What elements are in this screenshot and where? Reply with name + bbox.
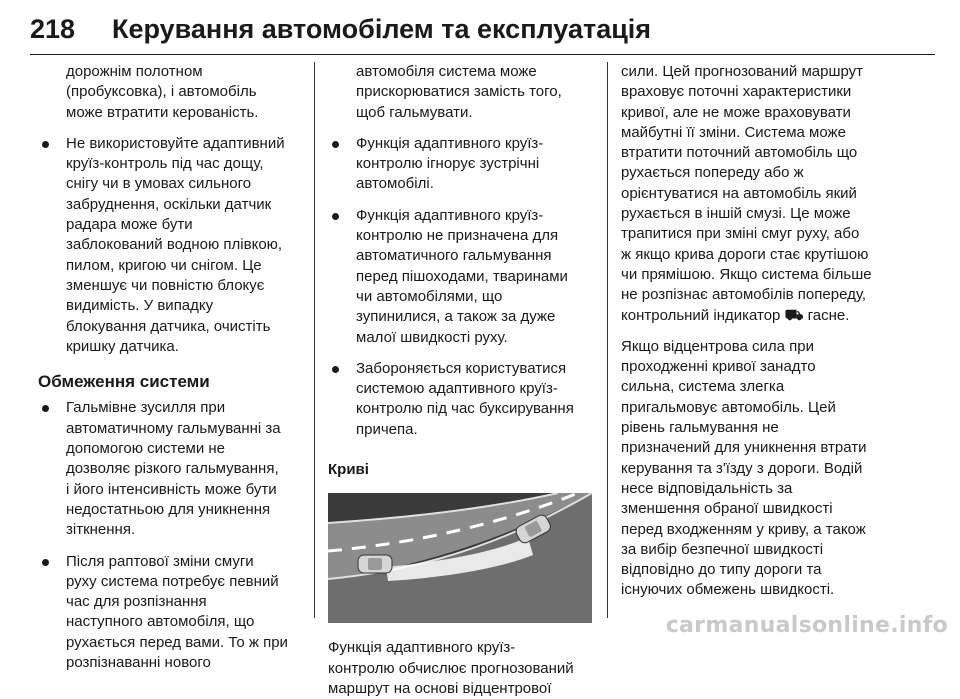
bullet-item [328, 359, 590, 440]
text-line: недостатньою для уникнення [66, 500, 271, 518]
column-2 [328, 62, 590, 699]
text-line: пригальмовує автомобіль. Цей [621, 398, 836, 416]
text-line: не розпізнає автомобілів попереду, [621, 286, 866, 304]
text-line: радара може бути [66, 216, 193, 234]
text-line: за вибір безпечної швидкості [621, 540, 824, 558]
text-line: автоматичного гальмування [356, 247, 552, 265]
text-line: Функція адаптивного круїз- [356, 134, 544, 152]
paragraph [621, 62, 889, 326]
text-line: Забороняється користуватися [356, 359, 567, 377]
text-line: і його інтенсивність може бути [66, 480, 277, 498]
text-line: допомогою системи не [66, 440, 226, 458]
text-line: зменшення обраної швидкості [621, 500, 833, 518]
text-line: трапитися при зміні смуг руху, або [621, 225, 860, 243]
figure-caption [328, 638, 590, 699]
bullet-item [38, 134, 300, 357]
column-divider [607, 62, 608, 618]
text-fragment: контрольний індикатор [621, 306, 785, 324]
text-line: Функція адаптивного круїз- [356, 206, 544, 224]
text-line: зупинилися, а також за дуже [356, 308, 556, 326]
curve-illustration [328, 493, 592, 623]
column-1 [38, 62, 300, 673]
column-divider [314, 62, 315, 618]
text-line: причепа. [356, 420, 418, 438]
text-line: час для розпізнання [66, 593, 207, 611]
text-line: кривої, але не може враховувати [621, 103, 851, 121]
text-line: керування та з'їзду з дороги. Водій [621, 459, 863, 477]
text-line: орієнтуватися на автомобіль який [621, 184, 857, 202]
text-line: рухається перед вами. То ж при [66, 633, 288, 651]
text-line: щоб гальмувати. [356, 103, 473, 121]
bullet-item [328, 134, 590, 195]
text-line: рівень гальмування не [621, 419, 779, 437]
text-line: снігу чи в умовах сильного [66, 175, 252, 193]
text-line: автоматичному гальмуванні за [66, 419, 281, 437]
text-line: наступного автомобіля, що [66, 613, 255, 631]
text-line: перед входженням у криву, а також [621, 520, 866, 538]
text-line: заблокований водною плівкою, [66, 236, 283, 254]
vehicle-ahead-indicator-icon: ⛟ [784, 306, 804, 324]
page-title: Керування автомобілем та експлуатація [112, 14, 652, 44]
text-line: Гальмівне зусилля при [66, 399, 226, 417]
text-line: втратити поточний автомобіль що [621, 144, 858, 162]
text-line: блокування датчика, очистіть [66, 317, 271, 335]
continued-paragraph [328, 62, 590, 123]
text-line: прискорюватися замість того, [356, 83, 562, 101]
text-line: круїз-контроль під час дощу, [66, 155, 264, 173]
continued-paragraph [38, 62, 300, 123]
text-line: пилом, кригою чи снігом. Це [66, 256, 262, 274]
text-line: Якщо відцентрова сила при [621, 337, 815, 355]
text-line: контролю під час буксирування [356, 400, 574, 418]
text-line: Функція адаптивного круїз- [328, 639, 516, 657]
text-line: зменшує чи повністю блокує [66, 276, 265, 294]
text-line: майбутні її зміни. Система може [621, 123, 846, 141]
bullet-item [38, 552, 300, 674]
text-line: контролю ігнорує зустрічні [356, 155, 540, 173]
text-line: дозволяє різкого гальмування, [66, 460, 279, 478]
paragraph [621, 337, 889, 601]
text-line: забруднення, оскільки датчик [66, 195, 272, 213]
text-line: кришку датчика. [66, 337, 179, 355]
text-line: може втратити керованість. [66, 103, 259, 121]
watermark: carmanualsonline.info [665, 613, 948, 638]
text-line: контролю не призначена для [356, 227, 559, 245]
section-heading: Криві [328, 461, 369, 479]
text-line: сильна, система злегка [621, 378, 785, 396]
text-line: проходженні кривої занадто [621, 358, 816, 376]
text-line: зіткнення. [66, 521, 136, 539]
text-line: маршрут на основі відцентрової [328, 679, 552, 697]
own-car-icon [358, 555, 392, 573]
text-line: малої швидкості руху. [356, 328, 508, 346]
text-line: несе відповідальність за [621, 479, 793, 497]
bullet-item [328, 206, 590, 348]
text-line: Не використовуйте адаптивний [66, 134, 285, 152]
text-line: призначений для уникнення втрати [621, 439, 867, 457]
text-line: системою адаптивного круїз- [356, 380, 558, 398]
text-line: перед пішоходами, тваринами [356, 267, 568, 285]
text-line: (пробуксовка), і автомобіль [66, 83, 257, 101]
text-line: рухається в іншій смузі. Це може [621, 205, 851, 223]
text-line: автомобілі. [356, 175, 434, 193]
text-line: автомобіля система може [356, 63, 537, 80]
text-line: рухається попереду або ж [621, 164, 804, 182]
text-line: контролю обчислює прогнозований [328, 659, 574, 677]
bullet-item [38, 398, 300, 540]
text-line: дорожнім полотном [66, 63, 203, 80]
text-line: існуючих обмежень швидкості. [621, 581, 835, 599]
page-number: 218 [30, 14, 76, 44]
section-heading: Обмеження системи [38, 372, 210, 392]
text-line: ж якщо крива дороги стає крутішою [621, 245, 869, 263]
text-line: руху система потребує певний [66, 572, 279, 590]
text-line: сили. Цей прогнозований маршрут [621, 63, 864, 80]
text-line [621, 306, 889, 326]
text-line: відповідно до типу дороги та [621, 561, 822, 579]
text-line: чи прямішою. Якщо система більше [621, 265, 872, 283]
page-header [30, 14, 935, 55]
text-line: Після раптової зміни смуги [66, 552, 254, 570]
text-line: чи автомобілями, що [356, 287, 503, 305]
column-3 [621, 62, 889, 601]
text-line: враховує поточні характеристики [621, 83, 852, 101]
text-line: розпізнаванні нового [66, 654, 211, 672]
text-fragment: гасне. [803, 306, 850, 324]
curve-road-image [328, 493, 592, 623]
text-line: видимість. У випадку [66, 297, 214, 315]
